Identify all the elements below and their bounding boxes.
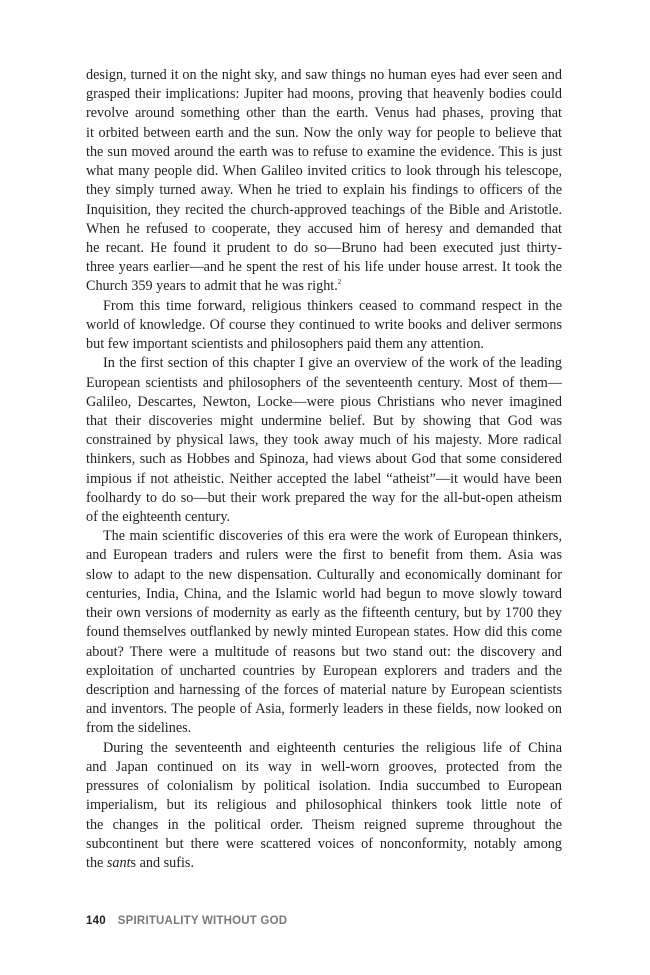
paragraph-4 <box>86 527 562 738</box>
text-line: design, turned it on the night sky, and saw things no human eyes had ever seen and <box>86 67 562 83</box>
text-line: foolhardy to do so—but their work prepared the way for the all-but-open atheism <box>86 489 562 506</box>
text-line: European scientists and philosophers of the seventeenth century. Most of them— <box>86 374 562 391</box>
page-number: 140 <box>86 915 106 927</box>
text-line: slow to adapt to the new dispensation. Culturally and economically dominant for <box>86 566 562 583</box>
text-line: and European traders and rulers were the first to benefit from them. Asia was <box>86 547 562 564</box>
text-line: imperialism, but its religious and philosophical thinkers took little note of <box>86 797 562 814</box>
text-line: the sun moved around the earth was to refuse to examine the evidence. This is just <box>86 143 562 160</box>
text-line-content: Church 359 years to admit that he was right. <box>86 278 338 295</box>
text-line: and Japan continued on its way in well-worn grooves, protected from the <box>86 758 562 775</box>
text-line: grasped their implications: Jupiter had moons, proving that heavenly bodies could <box>86 86 562 103</box>
text-line: what many people did. When Galileo invited critics to look through his telescope, <box>86 163 562 180</box>
text-line: three years earlier—and he spent the rest of his life under house arrest. It took the <box>86 259 562 276</box>
paragraph-2 <box>86 297 562 355</box>
text-line: from the sidelines. <box>86 720 192 737</box>
paragraph-3 <box>86 354 562 527</box>
text-line: of the eighteenth century. <box>86 509 231 526</box>
text-fragment: s and sufis. <box>130 854 194 871</box>
text-line: they simply turned away. When he tried to explain his findings to officers of the <box>86 182 562 199</box>
page-footer <box>86 915 287 927</box>
text-line <box>86 854 562 873</box>
text-line: that their discoveries might undermine belief. But by showing that God was <box>86 412 562 429</box>
text-line: centuries, India, China, and the Islamic world had begun to move slowly toward <box>86 585 562 602</box>
text-line: During the seventeenth and eighteenth centuries the religious life of China <box>103 739 562 756</box>
text-line: When he refused to cooperate, they accused him of heresy and demanded that <box>86 220 562 237</box>
paragraph-1 <box>86 66 562 297</box>
text-line: In the first section of this chapter I give an overview of the work of the leading <box>103 355 562 372</box>
running-head: SPIRITUALITY WITHOUT GOD <box>117 915 288 927</box>
footnote-ref: 2 <box>337 278 342 287</box>
text-line: constrained by physical laws, they took away much of his majesty. More radical <box>86 432 562 449</box>
text-line: their own versions of modernity as early as the fifteenth century, but by 1700 they <box>86 605 562 622</box>
text-line: and inventors. The people of Asia, formerly leaders in these fields, now looked on <box>86 701 562 718</box>
paragraph-5 <box>86 739 562 874</box>
text-line: exploitation of uncharted countries by European explorers and traders and the <box>86 662 562 679</box>
body-text <box>86 66 562 873</box>
italic-term: sant <box>106 854 131 871</box>
text-line: world of knowledge. Of course they continued to write books and deliver sermons <box>86 316 562 333</box>
text-fragment: the <box>86 854 107 871</box>
text-line: Inquisition, they recited the church-approved teachings of the Bible and Aristotle. <box>86 201 562 218</box>
text-line: but few important scientists and philosophers paid them any attention. <box>86 336 484 353</box>
text-line: The main scientific discoveries of this era were the work of European thinkers, <box>103 528 562 545</box>
text-line: From this time forward, religious thinkers ceased to command respect in the <box>103 297 562 314</box>
text-line: impious if not atheistic. Neither accepted the label “atheist”—it would have been <box>86 470 562 487</box>
text-line: subcontinent but there were scattered voices of nonconformity, notably among <box>86 835 562 852</box>
text-line: pressures of colonialism by political isolation. India succumbed to European <box>86 778 562 795</box>
text-line: revolve around something other than the earth. Venus had phases, proving that <box>86 105 562 122</box>
text-line: the changes in the political order. Theism reigned supreme throughout the <box>86 816 562 833</box>
text-line: it orbited between earth and the sun. Now the only way for people to believe that <box>86 124 562 141</box>
text-line: he recant. He found it prudent to do so—Bruno had been executed just thirty- <box>86 239 562 256</box>
text-line <box>86 277 562 296</box>
text-line: thinkers, such as Hobbes and Spinoza, had views about God that some considered <box>86 451 562 468</box>
text-line: found themselves outflanked by newly minted European states. How did this come <box>86 624 562 641</box>
text-line: about? There were a multitude of reasons but two stand out: the discovery and <box>86 643 562 660</box>
text-line: Galileo, Descartes, Newton, Locke—were pious Christians who never imagined <box>86 393 562 410</box>
text-line: description and harnessing of the forces of material nature by European scientists <box>86 682 562 698</box>
